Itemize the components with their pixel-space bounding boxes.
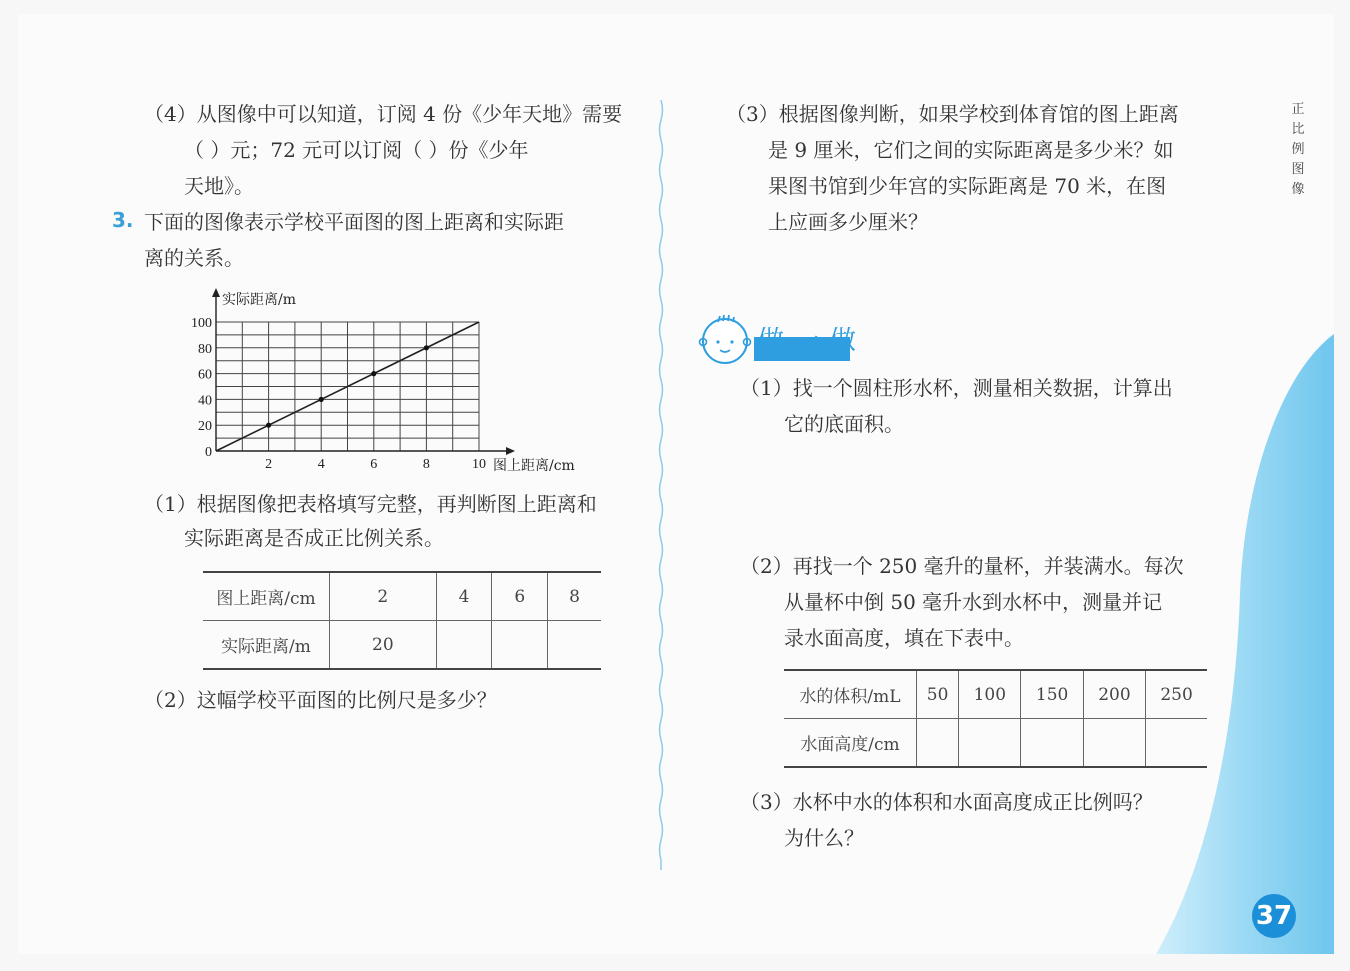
y-tick-label: 80 bbox=[198, 341, 212, 357]
table-cell: 6 bbox=[492, 572, 548, 621]
table-cell: 250 bbox=[1146, 670, 1207, 719]
page bbox=[18, 14, 1334, 954]
distance-table bbox=[203, 571, 601, 670]
table-header-cell: 实际距离/m bbox=[203, 621, 330, 670]
s2-line1: （2）再找一个 250 毫升的量杯，并装满水。每次 bbox=[740, 554, 1184, 578]
sub2-line: （2）这幅学校平面图的比例尺是多少？ bbox=[144, 688, 497, 712]
child-face-icon bbox=[698, 314, 754, 366]
s1-line2: 它的底面积。 bbox=[784, 412, 904, 436]
table-cell: 100 bbox=[959, 670, 1021, 719]
table-cell bbox=[1146, 719, 1207, 768]
right-q3-line1: （3）根据图像判断，如果学校到体育馆的图上距离 bbox=[726, 102, 1179, 126]
table-cell: 4 bbox=[436, 572, 492, 621]
x-tick-label: 4 bbox=[317, 457, 325, 472]
side-char: 图 bbox=[1291, 162, 1305, 177]
table-header-cell: 水面高度/cm bbox=[784, 719, 917, 768]
table-cell: 20 bbox=[330, 621, 437, 670]
side-char: 像 bbox=[1291, 182, 1305, 197]
table-cell bbox=[492, 621, 548, 670]
x-tick-label: 8 bbox=[422, 457, 430, 472]
right-q3-line3: 果图书馆到少年宫的实际距离是 70 米，在图 bbox=[768, 174, 1167, 198]
q4-line3: 天地》。 bbox=[184, 174, 254, 198]
table-header-cell: 水的体积/mL bbox=[784, 670, 917, 719]
x-tick-label: 6 bbox=[370, 457, 378, 472]
y-tick-label: 20 bbox=[198, 419, 212, 435]
table-cell: 8 bbox=[548, 572, 601, 621]
side-char: 例 bbox=[1291, 142, 1305, 157]
table-cell bbox=[436, 621, 492, 670]
section-title: 做一做 bbox=[758, 326, 867, 356]
x-axis-label: 图上距离/cm bbox=[493, 458, 575, 474]
y-axis-arrow bbox=[212, 288, 220, 297]
water-table bbox=[784, 669, 1207, 768]
table-cell bbox=[917, 719, 959, 768]
y-tick-label: 0 bbox=[205, 445, 212, 460]
page-number: 37 bbox=[1252, 894, 1296, 938]
sub1-line1: （1）根据图像把表格填写完整，再判断图上距离和 bbox=[144, 492, 597, 516]
right-q3-line4: 上应画多少厘米？ bbox=[768, 210, 928, 234]
q3-line2: 离的关系。 bbox=[144, 246, 244, 270]
table-cell: 200 bbox=[1083, 670, 1145, 719]
x-tick-label: 10 bbox=[472, 457, 486, 472]
column-divider bbox=[658, 100, 664, 870]
y-tick-label: 60 bbox=[198, 367, 212, 383]
distance-chart bbox=[158, 286, 578, 478]
table-cell: 150 bbox=[1021, 670, 1083, 719]
data-point bbox=[319, 397, 324, 402]
table-cell bbox=[959, 719, 1021, 768]
table-row bbox=[203, 572, 601, 621]
table-row bbox=[784, 719, 1207, 768]
data-point bbox=[371, 371, 376, 376]
table-row bbox=[784, 670, 1207, 719]
side-char: 比 bbox=[1291, 122, 1305, 137]
table-cell bbox=[548, 621, 601, 670]
table-cell: 2 bbox=[330, 572, 437, 621]
y-axis-label: 实际距离/m bbox=[222, 292, 296, 308]
data-point bbox=[424, 345, 429, 350]
x-tick-label: 2 bbox=[265, 457, 273, 472]
question-3-number: 3. bbox=[112, 208, 134, 232]
right-q3-line2: 是 9 厘米，它们之间的实际距离是多少米？如 bbox=[768, 138, 1174, 162]
s2-line2: 从量杯中倒 50 毫升水到水杯中，测量并记 bbox=[784, 590, 1163, 614]
table-cell bbox=[1021, 719, 1083, 768]
y-tick-label: 100 bbox=[191, 316, 212, 331]
y-tick-label: 40 bbox=[198, 393, 212, 409]
table-cell: 50 bbox=[917, 670, 959, 719]
q4-line2: （ ）元；72 元可以订阅（ ）份《少年 bbox=[184, 138, 529, 162]
s3-line2: 为什么？ bbox=[784, 826, 864, 850]
table-cell bbox=[1083, 719, 1145, 768]
data-point bbox=[266, 423, 271, 428]
side-char: 正 bbox=[1291, 102, 1305, 117]
s3-line1: （3）水杯中水的体积和水面高度成正比例吗？ bbox=[740, 790, 1153, 814]
q4-line1: （4）从图像中可以知道，订阅 4 份《少年天地》需要 bbox=[144, 102, 623, 126]
x-axis-arrow bbox=[506, 447, 515, 455]
s1-line1: （1）找一个圆柱形水杯，测量相关数据，计算出 bbox=[740, 376, 1173, 400]
table-row bbox=[203, 621, 601, 670]
side-chapter-title bbox=[1288, 100, 1308, 200]
table-header-cell: 图上距离/cm bbox=[203, 572, 330, 621]
s2-line3: 录水面高度，填在下表中。 bbox=[784, 626, 1024, 650]
sub1-line2: 实际距离是否成正比例关系。 bbox=[184, 526, 444, 550]
q3-line1: 下面的图像表示学校平面图的图上距离和实际距 bbox=[144, 210, 564, 234]
